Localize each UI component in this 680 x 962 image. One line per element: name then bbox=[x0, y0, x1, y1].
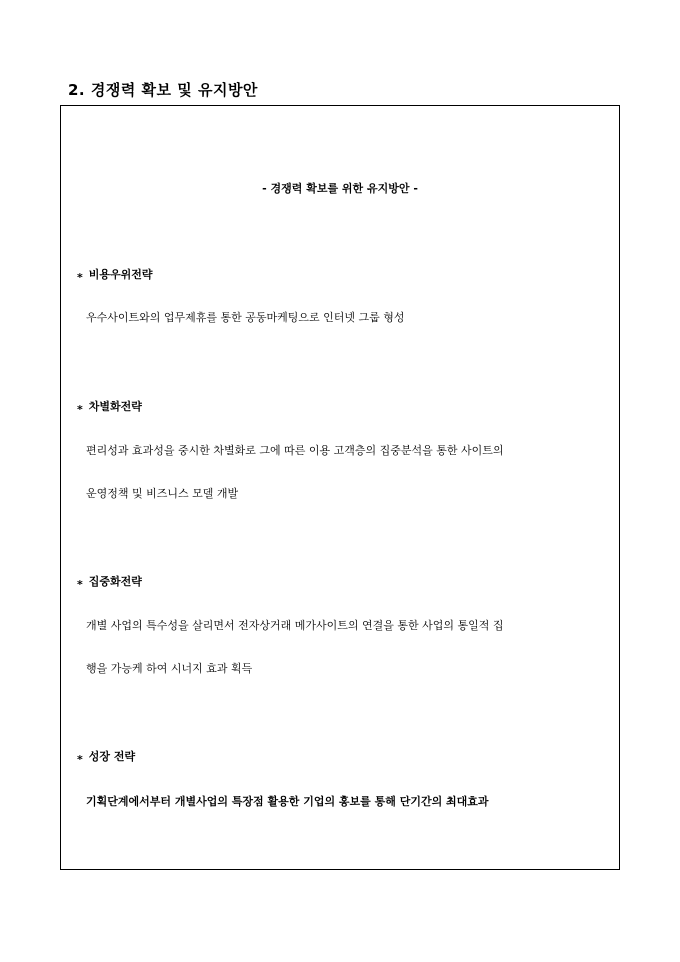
strategy-name: 성장 전략 bbox=[88, 750, 136, 763]
strategy-name: 집중화전략 bbox=[88, 575, 142, 588]
asterisk-icon: ⁎ bbox=[77, 750, 83, 763]
strategy-text-line: 개별 사업의 특수성을 살리면서 전자상거래 메가사이트의 연결을 통한 사업의 통일적 집 bbox=[86, 619, 504, 632]
asterisk-icon: ⁎ bbox=[77, 400, 83, 413]
strategy-heading-cost bbox=[77, 266, 153, 282]
section-heading: 2. 경쟁력 확보 및 유지방안 bbox=[68, 81, 258, 99]
strategy-text-line: 우수사이트와의 업무제휴를 통한 공동마케팅으로 인터넷 그룹 형성 bbox=[86, 311, 405, 324]
strategy-text-line: 행을 가능케 하여 시너지 효과 획득 bbox=[86, 662, 253, 675]
strategy-name: 차별화전략 bbox=[88, 400, 142, 413]
box-title: - 경쟁력 확보를 위한 유지방안 - bbox=[262, 182, 418, 195]
strategy-box bbox=[60, 105, 620, 870]
strategy-heading-differentiation bbox=[77, 398, 142, 414]
strategy-name: 비용우위전략 bbox=[88, 268, 153, 281]
asterisk-icon: ⁎ bbox=[77, 575, 83, 588]
strategy-text-line: 편리성과 효과성을 중시한 차별화로 그에 따른 이용 고객층의 집중분석을 통한 사이트의 bbox=[86, 444, 504, 457]
strategy-text-line: 운영정책 및 비즈니스 모델 개발 bbox=[86, 487, 239, 500]
strategy-text-line: 기획단계에서부터 개별사업의 특장점 활용한 기업의 홍보를 통해 단기간의 최대효과 bbox=[86, 795, 489, 808]
strategy-heading-focus bbox=[77, 573, 142, 589]
strategy-heading-growth bbox=[77, 748, 135, 764]
asterisk-icon: ⁎ bbox=[77, 268, 83, 281]
